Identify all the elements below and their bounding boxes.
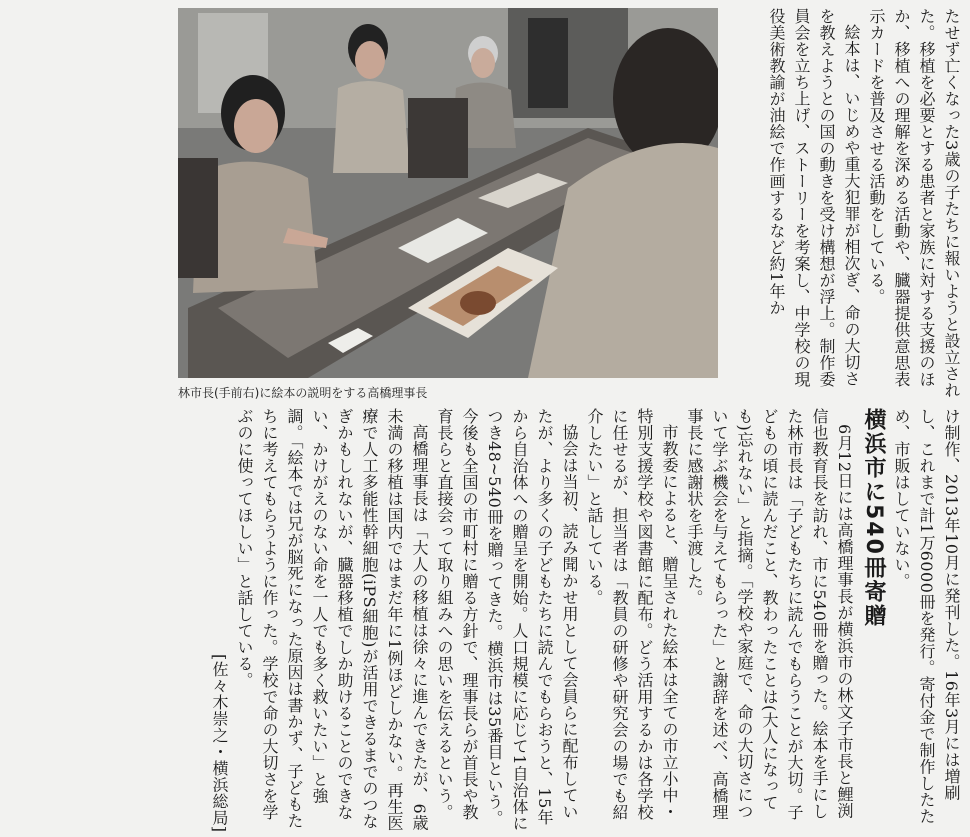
article-paragraph: 協会は当初、読み聞かせ用として会員らに配布していたが、より多くの子どもたちに読んでもらおうと、15年から自治体への贈呈を開始。人口規模に応じて1自治体につき48~540冊を贈ってきた。横浜市は35番目という。今後も全国の市町村に贈る方針で、理事長らが首長や教育長らと直接会って取り組みへの思いを伝えるという。 bbox=[435, 408, 579, 832]
news-photo bbox=[178, 8, 718, 378]
byline: [佐々木崇之・横浜総局] bbox=[210, 653, 229, 832]
article-paragraph: け制作、2013年10月に発刊した。16年3月には増刷し、これまで計1万6000冊を発行。寄付金で制作したため、市販はしていない。 bbox=[892, 408, 961, 825]
section-headline: 横浜市に540冊寄贈 bbox=[861, 408, 886, 628]
article-paragraph: たせず亡くなった3歳の子たちに報いようと設立された。移植を必要とする患者と家族に対する支援のほか、移植への理解を深める活動や、臓器提供意思表示カードを普及させる活動をしている。 bbox=[867, 8, 961, 399]
photo-caption: 林市長(手前右)に絵本の説明をする高橋理事長 bbox=[178, 386, 428, 400]
article-paragraph: 高橋理事長は「大人の移植は徐々に進んできたが、6歳未満の移植は国内ではまだ年に1例ほどしかない。再生医療で人工多能性幹細胞(iPS細胞)が活用できるまでのつなぎかもしれないが、臓器移植でしか助けることのできない、かけがえのない命を一人でも多く救いたい」と強調。「絵本では兄が脳死になった原因は書かず、子どもたちに考えてもらうように作った。学校で命の大切さを学ぶのに使ってほしい」と話している。 bbox=[235, 408, 429, 832]
article-paragraph: 市教委によると、贈呈された絵本は全ての市立小中・特別支援学校や図書館に配布。どう活用するかは各学校に任せるが、担当者は「教員の研修や研究会の場でも紹介したい」と話している。 bbox=[585, 408, 679, 821]
article-bottom-block bbox=[10, 408, 964, 832]
article-top-block bbox=[722, 8, 964, 400]
article-paragraph: 絵本は、いじめや重大犯罪が相次ぎ、命の大切さを教えようとの国の動きを受け構想が浮上。制作委員会を立ち上げ、ストーリーを考案し、中学校の現役美術教諭が油絵で作画するなど約1年か bbox=[767, 8, 861, 388]
photo-illustration bbox=[178, 8, 718, 378]
article-paragraph: 6月12日には高橋理事長が横浜市の林文子市長と鯉渕信也教育長を訪れ、市に540冊を贈った。絵本を手にした林市長は「子どもたちに読んでもらうことが大切。子どもの頃に読んだこと、教わったことは(大人になっても)忘れない」と指摘。「学校や家庭で、命の大切さについて学ぶ機会を与えてもらった」と謝辞を述べ、高橋理事長に感謝状を手渡した。 bbox=[685, 408, 854, 821]
